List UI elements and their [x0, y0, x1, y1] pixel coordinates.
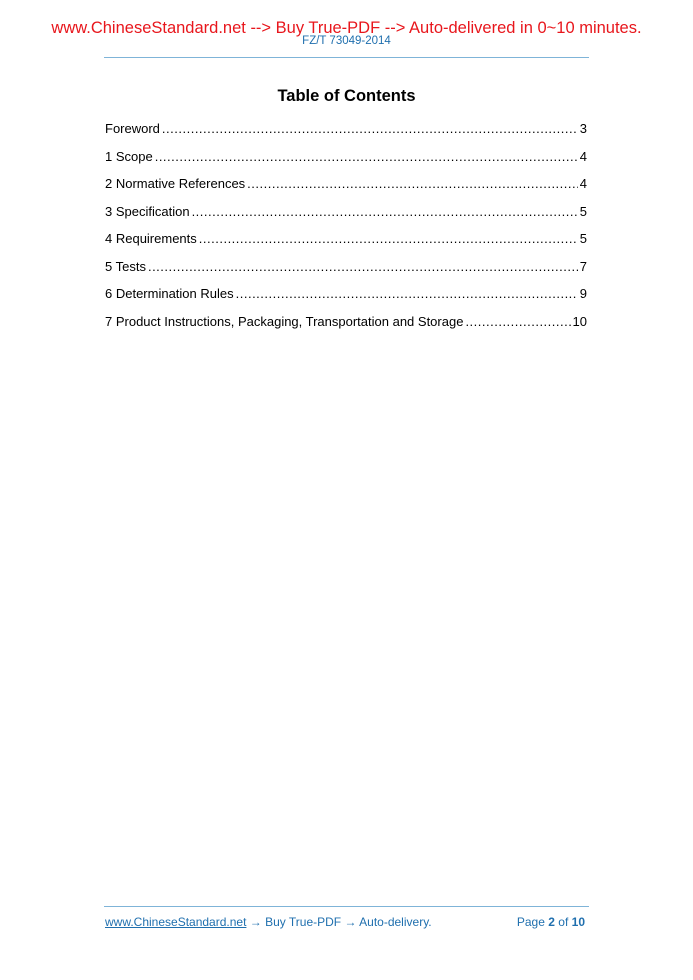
- arrow-right-icon: →: [344, 915, 357, 929]
- page-label: Page: [516, 915, 545, 929]
- toc-entry-specification[interactable]: [105, 203, 587, 231]
- toc-leader-dots: [247, 175, 578, 193]
- footer-promo: [105, 915, 432, 929]
- table-of-contents: [105, 120, 587, 340]
- toc-leader-dots: [148, 258, 578, 276]
- document-number: FZ/T 73049-2014: [302, 35, 391, 47]
- arrow-right-icon: →: [249, 915, 262, 929]
- of-label: of: [558, 915, 569, 929]
- toc-entry-label: 2 Normative References: [105, 176, 246, 191]
- toc-entry-requirements[interactable]: [105, 230, 587, 258]
- toc-entry-label: 6 Determination Rules: [105, 286, 234, 301]
- toc-entry-page: 3: [579, 121, 587, 136]
- toc-entry-label: 1 Scope: [105, 148, 153, 164]
- toc-entry-label: 5 Tests: [105, 258, 146, 274]
- header-divider: [104, 57, 589, 58]
- toc-entry-page: 4: [579, 148, 587, 164]
- toc-entry-determination-rules[interactable]: [105, 285, 587, 313]
- toc-leader-dots: [236, 285, 578, 303]
- toc-leader-dots: [192, 203, 578, 221]
- footer-buy-text: Buy True-PDF: [265, 915, 342, 929]
- footer-site-link[interactable]: www.ChineseStandard.net: [105, 915, 247, 929]
- toc-leader-dots: [465, 313, 570, 331]
- toc-entry-label: Foreword: [105, 121, 160, 136]
- toc-leader-dots: [155, 148, 578, 166]
- current-page-number: 2: [548, 915, 555, 929]
- toc-leader-dots: [162, 120, 578, 138]
- toc-entry-foreword[interactable]: [105, 120, 587, 148]
- toc-title: Table of Contents: [277, 87, 416, 105]
- toc-entry-page: 10: [572, 313, 587, 329]
- page-indicator: [517, 915, 585, 929]
- toc-leader-dots: [199, 230, 578, 248]
- toc-entry-page: 4: [579, 176, 587, 191]
- total-pages-number: 10: [571, 915, 585, 929]
- toc-entry-product-instructions[interactable]: [105, 313, 587, 341]
- toc-entry-page: 9: [579, 286, 587, 301]
- toc-entry-label: 3 Specification: [105, 203, 190, 219]
- footer-divider: [104, 906, 589, 907]
- toc-entry-tests[interactable]: [105, 258, 587, 286]
- toc-entry-page: 5: [579, 231, 587, 246]
- toc-entry-label: 7 Product Instructions, Packaging, Transportation and Storage: [105, 313, 464, 329]
- toc-entry-normative-references[interactable]: [105, 175, 587, 203]
- footer-delivery-text: Auto-delivery.: [359, 915, 432, 929]
- toc-entry-page: 5: [579, 203, 587, 219]
- toc-entry-label: 4 Requirements: [105, 231, 197, 246]
- ad-banner[interactable]: www.ChineseStandard.net --> Buy True-PDF --> Auto-delivered in 0~10 minutes.: [51, 19, 642, 37]
- toc-entry-scope[interactable]: [105, 148, 587, 176]
- toc-entry-page: 7: [579, 258, 587, 274]
